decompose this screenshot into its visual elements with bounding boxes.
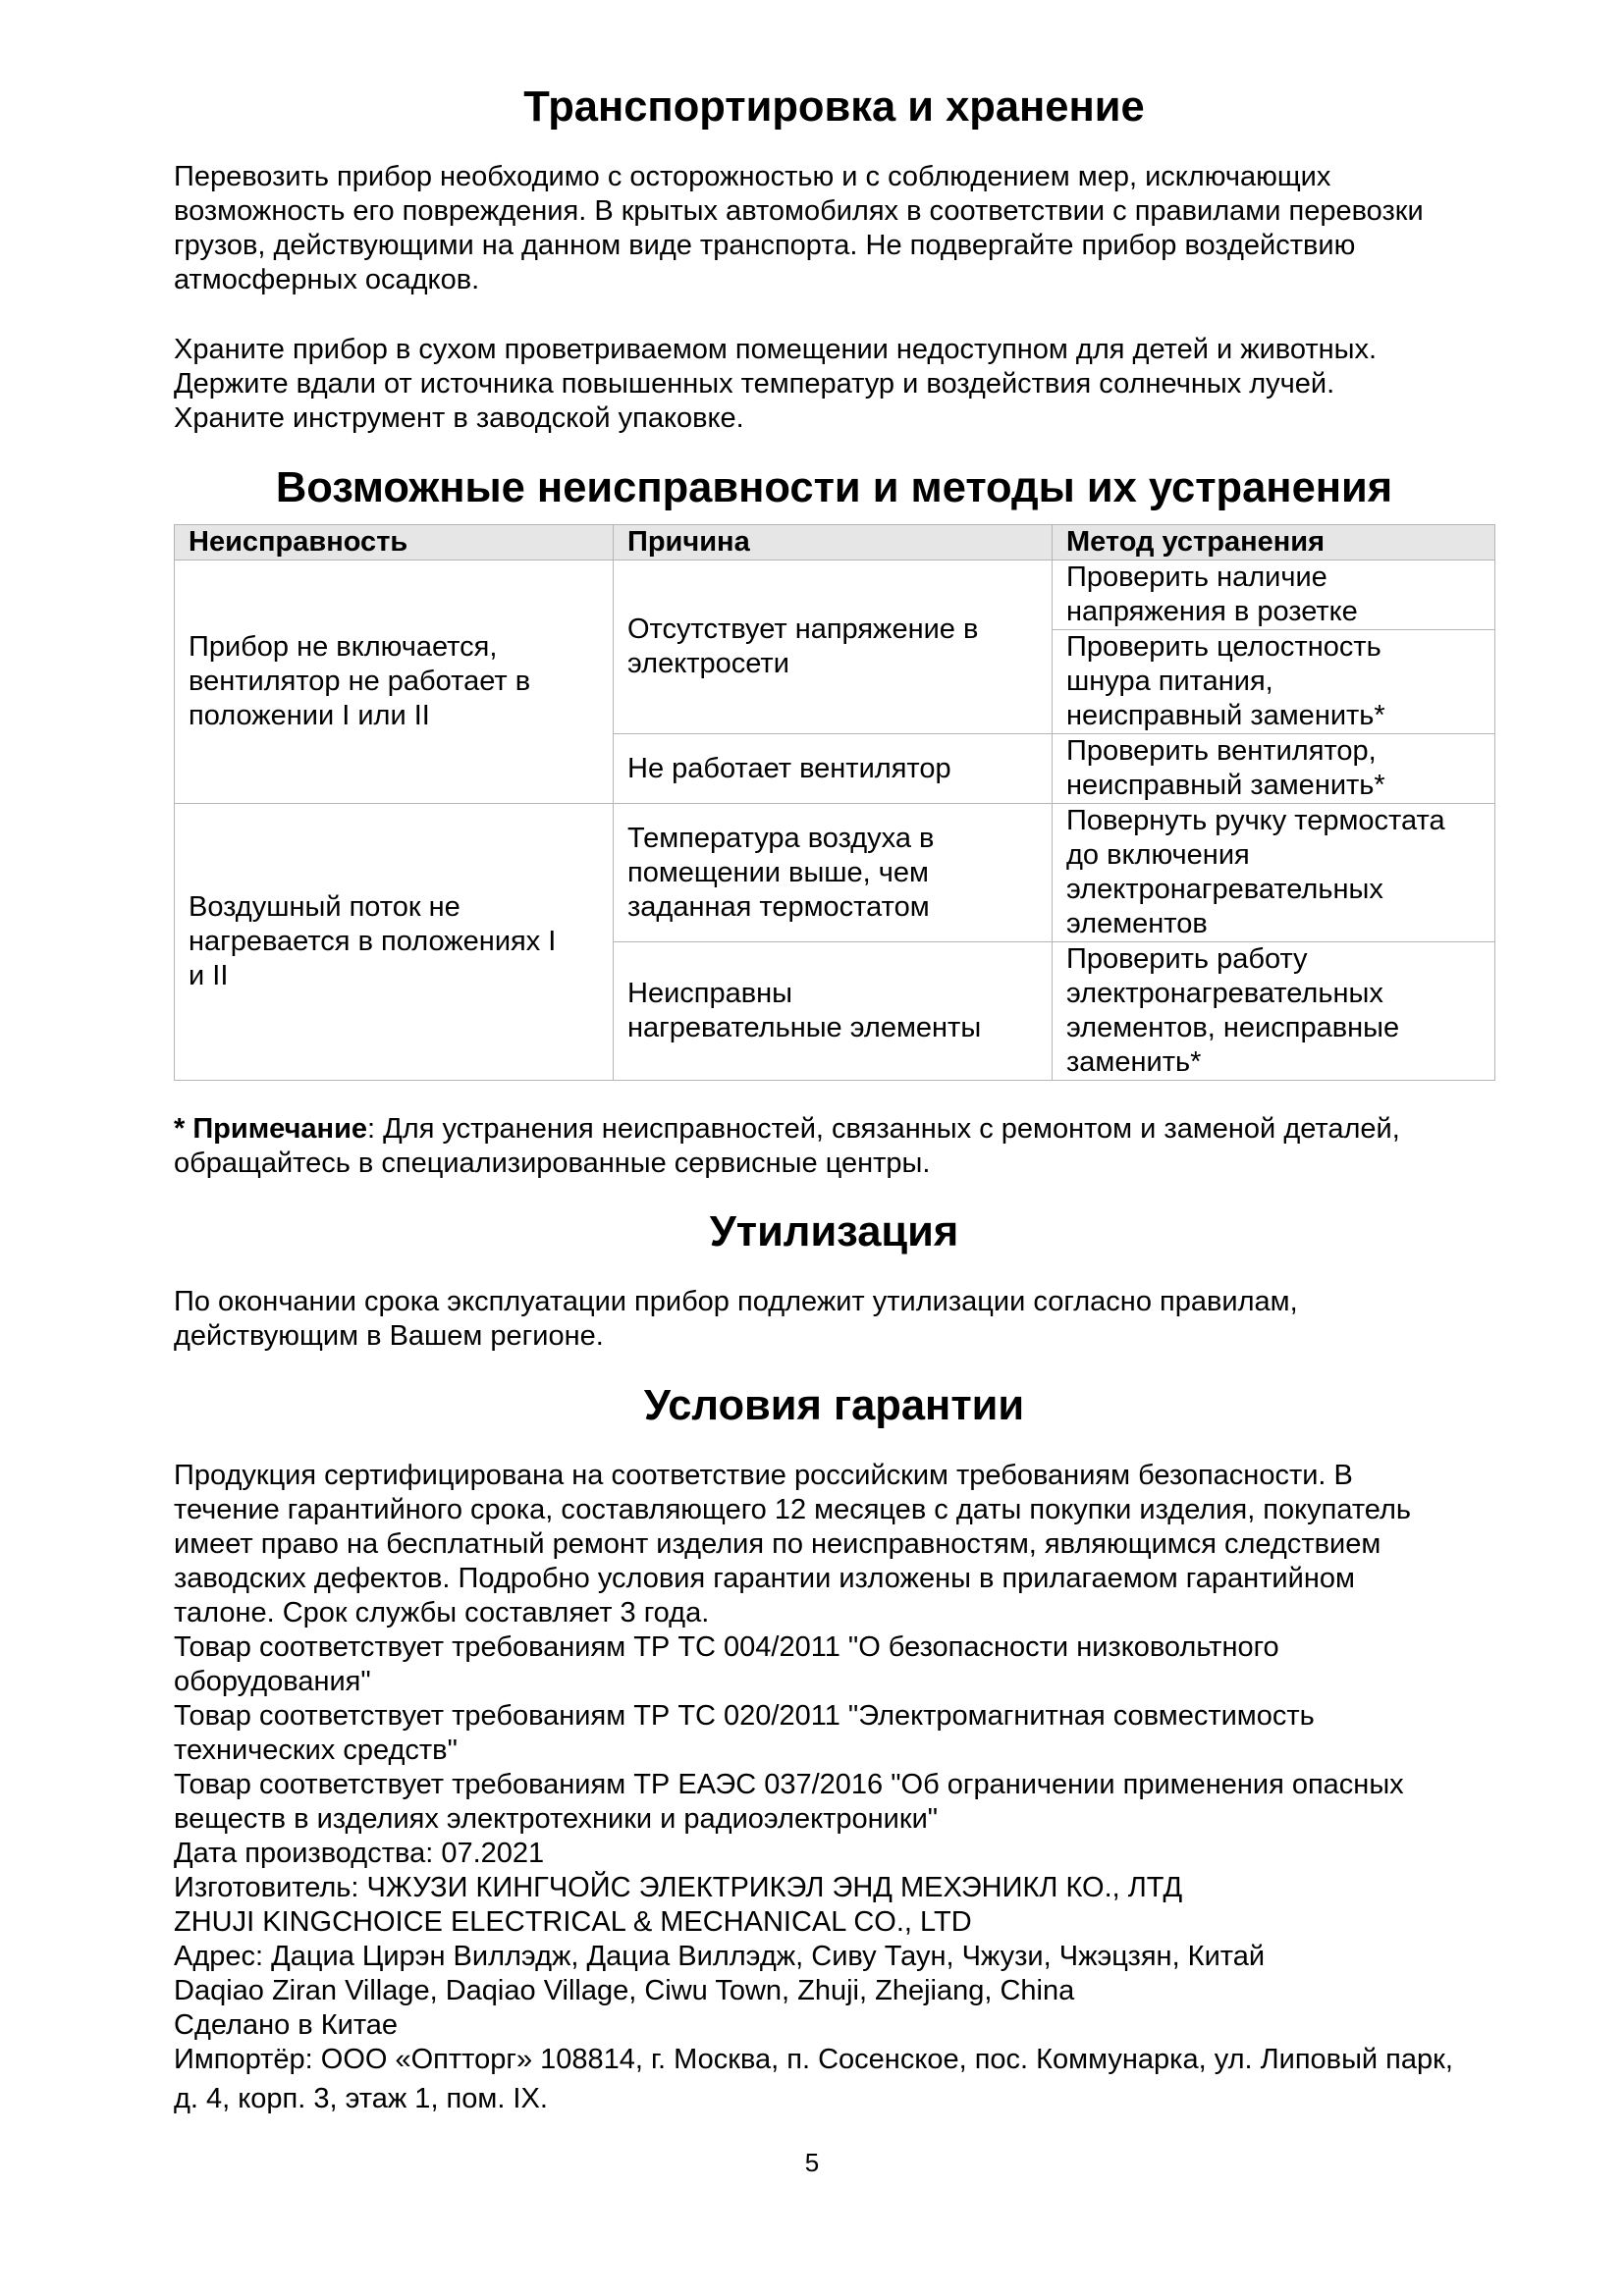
importer-line-2: д. 4, корп. 3, этаж 1, пом. IX. <box>174 2083 548 2114</box>
note-text: : Для устранения неисправностей, связанных с ремонтом и заменой деталей, обращайтесь в специализированные сервисные центры. <box>174 1113 1400 1179</box>
section-title-disposal: Утилизация <box>709 1208 959 1255</box>
method-text: Проверить наличие напряжения в розетке <box>1066 561 1358 627</box>
table-row <box>175 561 1495 630</box>
address-ru: Адрес: Дациа Цирэн Виллэдж, Дациа Виллэдж, Сиву Таун, Чжузи, Чжэцзян, Китай <box>174 1941 1266 1972</box>
compliance-line-2: Товар соответствует требованиям ТР ТС 020/2011 "Электромагнитная совместимость технических средств" <box>174 1700 1315 1766</box>
cause-text: Температура воздуха в помещении выше, чем заданная термостатом <box>627 822 935 923</box>
importer-line-1: Импортёр: ООО «Оптторг» 108814, г. Москва, п. Сосенское, пос. Коммунарка, ул. Липовый парк, <box>174 2044 1453 2075</box>
fault-text: Прибор не включается, вентилятор не работает в положении I или II <box>189 631 531 731</box>
paragraph-transport-1: Перевозить прибор необходимо с осторожностью и с соблюдением мер, исключающих возможность его повреждения. В крытых автомобилях в соответствии с правилами перевозки грузов, действующими на данном виде транспорта. Не подвергайте прибор воздействию атмосферных осадков. <box>174 161 1424 295</box>
method-text: Проверить вентилятор, неисправный заменить* <box>1066 735 1385 801</box>
paragraph-warranty: Продукция сертифицирована на соответствие российским требованиям безопасности. В течение гарантийного срока, составляющего 12 месяцев с даты покупки изделия, покупатель имеет право на бесплатный ремонт изделия по неисправностям, являющимся следствием заводских дефектов. Подробно условия гарантии изложены в прилагаемом гарантийном талоне. Срок службы составляет 3 года. <box>174 1460 1411 1629</box>
cause-cell <box>614 561 1053 734</box>
method-cell <box>1053 942 1495 1081</box>
fault-text: Воздушный поток не нагревается в положениях I и II <box>189 891 557 991</box>
cause-cell <box>614 804 1053 942</box>
cause-text: Не работает вентилятор <box>627 752 951 784</box>
fault-cell <box>175 561 614 804</box>
page-number: 5 <box>804 2148 820 2177</box>
method-text: Проверить работу электронагревательных элементов, неисправные заменить* <box>1066 943 1400 1078</box>
method-cell <box>1053 561 1495 630</box>
cause-cell <box>614 942 1053 1081</box>
header-fault: Неисправность <box>175 525 614 561</box>
section-title-faults: Возможные неисправности и методы их устранения <box>275 464 1393 511</box>
cause-text: Отсутствует напряжение в электросети <box>627 614 979 679</box>
cause-cell <box>614 734 1053 804</box>
section-title-transport: Транспортировка и хранение <box>523 83 1145 131</box>
note-label: * Примечание <box>174 1113 368 1145</box>
faults-table <box>174 524 1495 1081</box>
table-row <box>175 804 1495 942</box>
manufacturer-en: ZHUJI KINGCHOICE ELECTRICAL & MECHANICAL CO., LTD <box>174 1906 972 1938</box>
method-cell <box>1053 630 1495 734</box>
manufacturer-ru: Изготовитель: ЧЖУЗИ КИНГЧОЙС ЭЛЕКТРИКЭЛ ЭНД МЕХЭНИКЛ КО., ЛТД <box>174 1872 1183 1903</box>
paragraph-disposal: По окончании срока эксплуатации прибор подлежит утилизации согласно правилам, действующим в Вашем регионе. <box>174 1286 1298 1352</box>
paragraph-transport-2: Храните прибор в сухом проветриваемом помещении недоступном для детей и животных. Держите вдали от источника повышенных температур и воздействия солнечных лучей. Храните инструмент в заводской упаковке. <box>174 334 1378 434</box>
table-header-row <box>175 525 1495 561</box>
method-text: Повернуть ручку термостата до включения электронагревательных элементов <box>1066 805 1445 939</box>
header-method: Метод устранения <box>1053 525 1495 561</box>
method-cell <box>1053 804 1495 942</box>
method-cell <box>1053 734 1495 804</box>
document-page <box>174 83 1494 2120</box>
cause-text: Неисправны нагревательные элементы <box>627 978 982 1043</box>
section-title-warranty: Условия гарантии <box>643 1382 1025 1429</box>
address-en: Daqiao Ziran Village, Daqiao Village, Ciwu Town, Zhuji, Zhejiang, China <box>174 1975 1075 2006</box>
made-in: Сделано в Китае <box>174 2009 399 2041</box>
production-date: Дата производства: 07.2021 <box>174 1838 545 1869</box>
note <box>174 1112 1494 1181</box>
header-cause: Причина <box>614 525 1053 561</box>
method-text: Проверить целостность шнура питания, неисправный заменить* <box>1066 631 1385 731</box>
compliance-line-1: Товар соответствует требованиям ТР ТС 004/2011 "О безопасности низковольтного оборудования" <box>174 1631 1279 1697</box>
compliance-line-3: Товар соответствует требованиям ТР ЕАЭС 037/2016 "Об ограничении применения опасных веществ в изделиях электротехники и радиоэлектроники" <box>174 1769 1404 1835</box>
fault-cell <box>175 804 614 1081</box>
